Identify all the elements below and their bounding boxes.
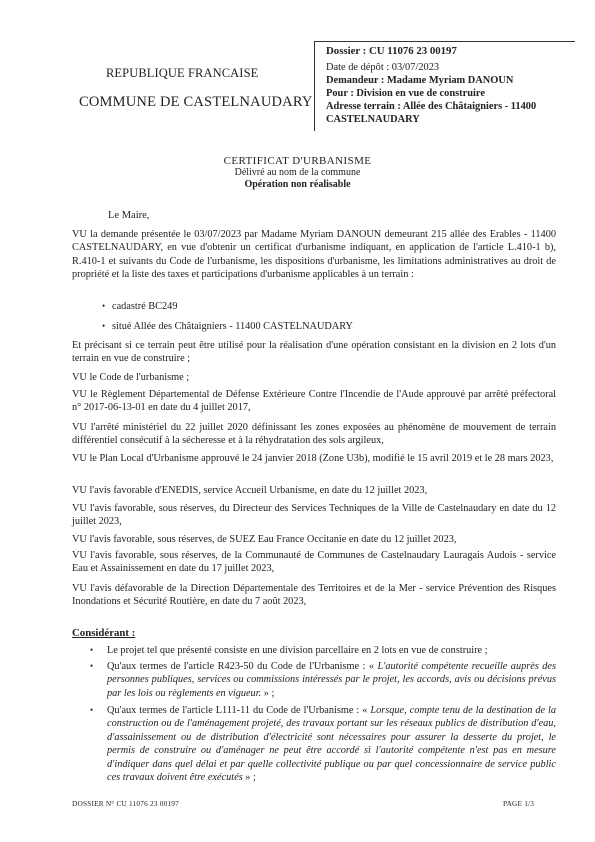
le-maire: Le Maire, [108, 210, 150, 221]
date-depot: Date de dépôt : 03/07/2023 [326, 62, 440, 73]
vu-arrete-ministeriel: VU l'arrêté ministériel du 22 juillet 2020 définissant les zones exposées au phénomène de mouvement de terrain différentiel consécutif à la sécheresse et à la réhydratation des sols argileux, [72, 422, 556, 447]
terrain-item-2: • situé Allée des Châtaigniers - 11400 CASTELNAUDARY [102, 321, 353, 332]
precisant: Et précisant si ce terrain peut être utilisé pour la réalisation d'une opération consistant en la division en 2 lots d'un terrain en vue de construire ; [72, 340, 556, 365]
vu-code-urbanisme: VU le Code de l'urbanisme ; [72, 372, 190, 383]
republique-heading: REPUBLIQUE FRANCAISE [106, 66, 259, 80]
vu-demande: VU la demande présentée le 03/07/2023 par Madame Myriam DANOUN demeurant 215 allée des Erables - 11400 CASTELNAUDARY, en vue d'obtenir un certificat d'urbanisme indiquant, en application de l'article L.410-1 b), R.410-1 et suivants du Code de l'urbanisme, les dispositions d'urbanisme, les limitations administratives au droit de propriété et la liste des taxes et participations d'urbanisme applicables à un terrain : [72, 229, 556, 281]
vu-avis-suez: VU l'avis favorable, sous réserves, de SUEZ Eau France Occitanie en date du 12 juillet 2023, [72, 534, 457, 545]
considerant-item-3: Qu'aux termes de l'article L111-11 du Code de l'Urbanisme : « Lorsque, compte tenu de la destination de la construction ou de l'aménagement projeté, des travaux portant sur les réseaux publics de distribution d'eau, d'assainissement ou de distribution d'électricité sont nécessaires pour assurer la desserte du projet, le permis de construire ou d'aménager ne peut être accordé si l'autorité compétente n'est pas en mesure d'indiquer dans quel délai et par quelle collectivité publique ou par quel concessionnaire de service public ces travaux doivent être exécutés » ; [107, 705, 557, 784]
bullet-dot: • [90, 645, 94, 655]
terrain-item-1: • cadastré BC249 [102, 301, 178, 312]
dossier-number: Dossier : CU 11076 23 00197 [326, 45, 457, 57]
considerant-item-1: Le projet tel que présenté consiste en une division parcellaire en 2 lots en vue de construire ; [107, 645, 488, 656]
adresse-terrain: Adresse terrain : Allée des Châtaigniers - 11400 [326, 101, 537, 112]
vu-avis-services-techniques: VU l'avis favorable, sous réserves, du Directeur des Services Techniques de la Ville de Castelnaudary en date du 12 juillet 2023, [72, 503, 556, 528]
bullet-dot: • [90, 661, 94, 671]
vu-avis-communaute: VU l'avis favorable, sous réserves, de la Communauté de Communes de Castelnaudary Lauragais Audois - service Eau et Assainissement en date du 17 juillet 2023, [72, 550, 556, 575]
considerant-title: Considérant : [72, 627, 136, 639]
certificat-title: CERTIFICAT D'URBANISME [223, 155, 372, 167]
bullet-dot: • [90, 705, 94, 715]
bullet-dot: • [102, 301, 106, 311]
vu-reglement-incendie: VU le Règlement Départemental de Défense Extérieure Contre l'Incendie de l'Aude approuvé par arrêté préfectoral n° 2017-06-13-01 en date du 4 juillet 2017, [72, 389, 556, 414]
demandeur: Demandeur : Madame Myriam DANOUN [326, 75, 514, 86]
certificat-operation: Opération non réalisable [244, 179, 351, 190]
adresse-ville: CASTELNAUDARY [326, 114, 420, 125]
certificat-delivre: Délivré au nom de la commune [234, 167, 361, 178]
footer-page: PAGE 1/3 [503, 799, 535, 808]
vu-avis-enedis: VU l'avis favorable d'ENEDIS, service Accueil Urbanisme, en date du 12 juillet 2023, [72, 485, 428, 496]
bullet-dot: • [102, 321, 106, 331]
commune-heading: COMMUNE DE CASTELNAUDARY [79, 94, 313, 110]
considerant-item-2: Qu'aux termes de l'article R423-50 du Code de l'Urbanisme : « L'autorité compétente recueille auprès des personnes publiques, services ou commissions intéressés par le projet, les accords, avis ou décisions prévus par les lois ou règlements en vigueur. » ; [107, 661, 557, 699]
dossier-info-box [314, 41, 575, 131]
vu-plan-local: VU le Plan Local d'Urbanisme approuvé le 24 janvier 2018 (Zone U3b), modifié le 15 avril 2019 et le 28 mars 2023, [72, 453, 554, 464]
pour: Pour : Division en vue de construire [326, 88, 485, 99]
footer-dossier: DOSSIER N° CU 11076 23 00197 [72, 799, 179, 808]
vu-avis-ddtm: VU l'avis défavorable de la Direction Départementale des Territoires et de la Mer - service Prévention des Risques Inondations et Sécurité Routière, en date du 7 août 2023, [72, 583, 556, 608]
